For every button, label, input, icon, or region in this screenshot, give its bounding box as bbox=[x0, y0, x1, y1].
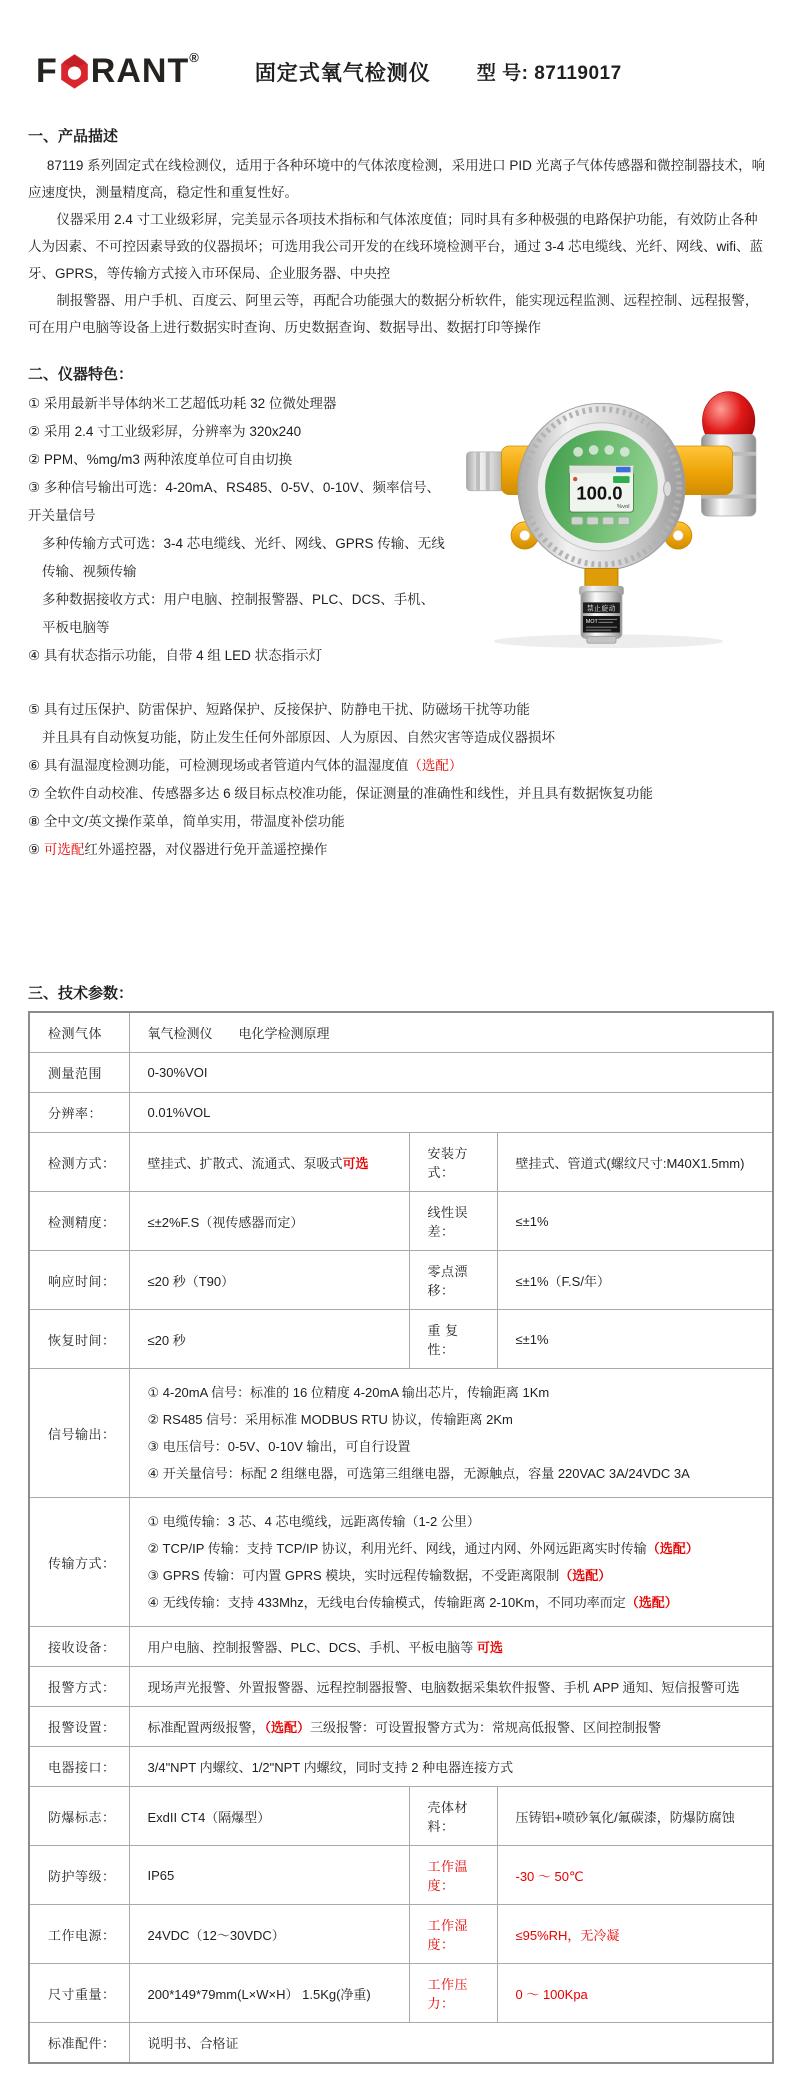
cell-value bbox=[129, 1498, 773, 1627]
gas-detector-product-photo bbox=[460, 380, 772, 650]
value-text: 壁挂式、扩散式、流通式、泵吸式 bbox=[147, 1155, 343, 1171]
value-text: 现场声光报警、外置报警器、远程控制器报警、电脑数据采集软件报警、手机 APP 通知、短信报警可选 bbox=[147, 1680, 740, 1695]
cell-label: 报警方式： bbox=[29, 1667, 129, 1707]
value-text: ≤95%RH，无冷凝 bbox=[515, 1927, 620, 1943]
section-specs bbox=[28, 982, 772, 2064]
table-row-size-weight bbox=[29, 1964, 773, 2023]
value-text: 壁挂式、管道式(螺纹尺寸:M40X1.5mm) bbox=[515, 1155, 745, 1171]
value-text: ② TCP/IP 传输：支持 TCP/IP 协议，利用光纤、网线，通过内网、外网远距离实时传输 bbox=[147, 1541, 647, 1556]
optional-tag: （选配） bbox=[559, 1568, 612, 1583]
cell-label: 线性误差： bbox=[409, 1192, 497, 1251]
cell-value bbox=[497, 1787, 773, 1846]
feature-item bbox=[28, 724, 772, 752]
feature-item bbox=[28, 836, 772, 864]
value-text: ④ 无线传输：支持 433Mhz，无线电台传输模式，传输距离 2-10Km，不同功率而定 bbox=[147, 1595, 626, 1610]
cell-label: 响应时间： bbox=[29, 1251, 129, 1310]
value-text: 200*149*79mm(L×W×H） 1.5Kg(净重) bbox=[147, 1986, 371, 2002]
cell-value bbox=[129, 1627, 773, 1667]
feature-text: 多种数据接收方式：用户电脑、控制报警器、PLC、DCS、手机、平板电脑等 bbox=[42, 592, 435, 635]
cell-value bbox=[129, 2023, 773, 2064]
table-row-recovery-time bbox=[29, 1310, 773, 1369]
sensor-tag-label: MOT bbox=[585, 618, 598, 625]
value-text: 24VDC（12～30VDC） bbox=[147, 1927, 285, 1943]
value-text: 0-30%VOI bbox=[147, 1065, 208, 1080]
value-text: ≤±1%（F.S/年） bbox=[515, 1273, 610, 1289]
value-text: ≤±1% bbox=[515, 1331, 549, 1347]
value-text: ≤±1% bbox=[515, 1213, 549, 1229]
table-row-signal-output bbox=[29, 1369, 773, 1498]
sensor-joint bbox=[585, 568, 618, 587]
cell-value bbox=[129, 1251, 409, 1310]
table-row-gas bbox=[29, 1012, 773, 1053]
spec-table bbox=[28, 1011, 774, 2064]
section-features bbox=[28, 363, 772, 864]
optional-tag: 可选 bbox=[342, 1155, 369, 1171]
table-row-response-time bbox=[29, 1251, 773, 1310]
model-value: 87119017 bbox=[534, 63, 622, 84]
value-text: ③ 电压信号：0-5V、0-10V 输出，可自行设置 bbox=[147, 1439, 411, 1454]
feature-text: 红外遥控器，对仪器进行免开盖遥控操作 bbox=[84, 842, 328, 857]
cell-label: 壳体材料： bbox=[409, 1787, 497, 1846]
value-text: 0 ～ 100Kpa bbox=[515, 1986, 588, 2002]
cell-label: 分辨率： bbox=[29, 1093, 129, 1133]
cell-label: 报警设置： bbox=[29, 1707, 129, 1747]
brand-text-right: RANT bbox=[90, 52, 190, 90]
cell-label: 重 复 性： bbox=[409, 1310, 497, 1369]
table-row-protection-grade bbox=[29, 1846, 773, 1905]
sensor-band-label: 禁止旋动 bbox=[586, 605, 616, 613]
feature-item bbox=[28, 808, 772, 836]
value-text: ExdII CT4（隔爆型） bbox=[147, 1809, 271, 1825]
table-row-resolution bbox=[29, 1093, 773, 1133]
cell-label: 测量范围 bbox=[29, 1053, 129, 1093]
feature-text: ⑤ 具有过压保护、防雷保护、短路保护、反接保护、防静电干扰、防磁场干扰等功能 bbox=[28, 702, 530, 717]
brand-logo bbox=[36, 52, 199, 91]
cell-label: 工作温度： bbox=[409, 1846, 497, 1905]
cell-label: 安装方式： bbox=[409, 1133, 497, 1192]
feature-text: ⑦ 全软件自动校准、传感器多达 6 级目标点校准功能，保证测量的准确性和线性，并且具有数据恢复功能 bbox=[28, 786, 653, 801]
value-text: ④ 开关量信号：标配 2 组继电器，可选第三组继电器，无源触点，容量 220VAC 3A/24VDC 3A bbox=[147, 1466, 690, 1481]
cell-label: 电器接口： bbox=[29, 1747, 129, 1787]
feature-text: ③ 多种信号输出可选：4-20mA、RS485、0-5V、0-10V、频率信号、开关量信号 bbox=[28, 480, 440, 523]
optional-tag: （选配） bbox=[646, 1541, 699, 1556]
value-text: 0.01%VOL bbox=[147, 1105, 211, 1120]
feature-item bbox=[28, 752, 772, 780]
cell-label: 尺寸重量： bbox=[29, 1964, 129, 2023]
screen-unit: %vol bbox=[616, 504, 630, 511]
table-row-transmission bbox=[29, 1498, 773, 1627]
features-list bbox=[28, 390, 772, 864]
table-row-range bbox=[29, 1053, 773, 1093]
table-row-alarm-setting bbox=[29, 1707, 773, 1747]
brand-hexagon-icon bbox=[59, 54, 90, 90]
cell-label: 检测方式： bbox=[29, 1133, 129, 1192]
value-text: -30 ～ 50℃ bbox=[515, 1868, 584, 1884]
value-line bbox=[148, 1433, 763, 1460]
section-heading-features: 二、仪器特色： bbox=[28, 366, 134, 383]
cell-label: 工作压力： bbox=[409, 1964, 497, 2023]
model-label: 型 号: bbox=[476, 63, 529, 84]
value-text: 三级报警：可设置报警方式为：常规高低报警、区间控制报警 bbox=[310, 1720, 662, 1735]
cell-label: 标准配件： bbox=[29, 2023, 129, 2064]
page-title: 固定式氧气检测仪 bbox=[254, 61, 431, 85]
value-text: IP65 bbox=[147, 1867, 175, 1883]
feature-text: ⑨ bbox=[28, 842, 44, 857]
value-text: ① 4-20mA 信号：标准的 16 位精度 4-20mA 输出芯片，传输距离 1Km bbox=[147, 1385, 550, 1400]
optional-tag: 可选 bbox=[476, 1640, 503, 1655]
cell-value bbox=[497, 1905, 773, 1964]
value-text: ③ GPRS 传输：可内置 GPRS 模块，实时远程传输数据，不受距离限制 bbox=[147, 1568, 560, 1583]
cell-value bbox=[497, 1846, 773, 1905]
cell-value bbox=[497, 1251, 773, 1310]
cell-value bbox=[129, 1310, 409, 1369]
table-row-standard-accessories bbox=[29, 2023, 773, 2064]
cell-value bbox=[497, 1964, 773, 2023]
feature-item bbox=[28, 780, 772, 808]
feature-text: ④ 具有状态指示功能，自带 4 组 LED 状态指示灯 bbox=[28, 648, 323, 663]
optional-tag: （选配） bbox=[625, 1595, 678, 1610]
value-text: 标准配置两级报警， bbox=[147, 1720, 265, 1735]
section-heading-specs: 三、技术参数： bbox=[28, 985, 134, 1002]
feature-text: 并且具有自动恢复功能，防止发生任何外部原因、人为原因、自然灾害等造成仪器损坏 bbox=[42, 730, 555, 745]
feature-text: ② 采用 2.4 寸工业级彩屏，分辨率为 320x240 bbox=[28, 424, 302, 439]
optional-tag: （选配） bbox=[264, 1720, 311, 1735]
screen-reading: 100.0 bbox=[576, 482, 623, 504]
table-row-alarm-mode bbox=[29, 1667, 773, 1707]
value-line bbox=[148, 1406, 763, 1433]
value-text: 3/4"NPT 内螺纹、1/2"NPT 内螺纹，同时支持 2 种电器连接方式 bbox=[147, 1760, 514, 1775]
value-line bbox=[148, 1589, 763, 1616]
cell-label: 接收设备： bbox=[29, 1627, 129, 1667]
table-row-detection-mode bbox=[29, 1133, 773, 1192]
table-row-power-supply bbox=[29, 1905, 773, 1964]
value-text: ① 电缆传输：3 芯、4 芯电缆线，远距离传输（1-2 公里） bbox=[147, 1514, 480, 1529]
feature-optional-tag: （选配） bbox=[408, 758, 463, 773]
cell-value bbox=[129, 1667, 773, 1707]
registered-mark: ® bbox=[189, 50, 199, 65]
feature-item bbox=[28, 696, 772, 724]
feature-text: ② PPM、%mg/m3 两种浓度单位可自由切换 bbox=[28, 452, 293, 467]
cell-label: 检测气体 bbox=[29, 1012, 129, 1053]
cell-label: 工作湿度： bbox=[409, 1905, 497, 1964]
cell-value bbox=[129, 1093, 773, 1133]
cell-value bbox=[129, 1369, 773, 1498]
cell-label: 检测精度： bbox=[29, 1192, 129, 1251]
cell-value bbox=[129, 1012, 773, 1053]
cell-value bbox=[497, 1192, 773, 1251]
cell-label: 工作电源： bbox=[29, 1905, 129, 1964]
description-paragraph-3: 制报警器、用户手机、百度云、阿里云等，再配合功能强大的数据分析软件，能实现远程监测、远程控制、远程报警，可在用户电脑等设备上进行数据实时查询、历史数据查询、数据导出、数据打印等操作 bbox=[28, 293, 759, 335]
cell-value bbox=[129, 1964, 409, 2023]
value-line bbox=[148, 1508, 763, 1535]
cell-label: 防护等级： bbox=[29, 1846, 129, 1905]
description-paragraph-1: 87119 系列固定式在线检测仪，适用于各种环境中的气体浓度检测，采用进口 PID 光离子气体传感器和微控制器技术，响应速度快，测量精度高，稳定性和重复性好。 bbox=[28, 158, 766, 200]
table-row-accuracy bbox=[29, 1192, 773, 1251]
cell-value bbox=[129, 1192, 409, 1251]
value-text: ② RS485 信号：采用标准 MODBUS RTU 协议，传输距离 2Km bbox=[147, 1412, 513, 1427]
cell-label: 传输方式： bbox=[29, 1498, 129, 1627]
value-text: ≤±2%F.S（视传感器而定） bbox=[147, 1214, 304, 1230]
cell-value bbox=[129, 1787, 409, 1846]
cell-value bbox=[129, 1747, 773, 1787]
cell-label: 恢复时间： bbox=[29, 1310, 129, 1369]
value-line bbox=[148, 1379, 763, 1406]
cell-value bbox=[129, 1053, 773, 1093]
cell-value bbox=[129, 1846, 409, 1905]
value-text: 用户电脑、控制报警器、PLC、DCS、手机、平板电脑等 bbox=[147, 1640, 477, 1655]
feature-text: 多种传输方式可选：3-4 芯电缆线、光纤、网线、GPRS 传输、无线传输、视频传输 bbox=[42, 536, 445, 579]
value-text: 氧气检测仪 电化学检测原理 bbox=[147, 1026, 330, 1041]
feature-text: ① 采用最新半导体纳米工艺超低功耗 32 位微处理器 bbox=[28, 396, 337, 411]
feature-optional-tag: 可选配 bbox=[43, 842, 85, 857]
value-line bbox=[148, 1460, 763, 1487]
brand-text-left: F bbox=[36, 52, 58, 90]
cell-value bbox=[129, 1133, 409, 1192]
cell-value bbox=[497, 1310, 773, 1369]
document-header bbox=[28, 52, 772, 91]
value-text: ≤20 秒（T90） bbox=[147, 1273, 235, 1289]
value-text: 压铸铝+喷砂氧化/氟碳漆，防爆防腐蚀 bbox=[515, 1809, 735, 1825]
cell-value bbox=[129, 1905, 409, 1964]
feature-text: ⑧ 全中文/英文操作菜单，简单实用，带温度补偿功能 bbox=[28, 814, 345, 829]
value-text: 说明书、合格证 bbox=[147, 2036, 239, 2051]
cell-label: 零点漂移： bbox=[409, 1251, 497, 1310]
model-number bbox=[477, 58, 622, 85]
value-line bbox=[148, 1535, 763, 1562]
value-text: ≤20 秒 bbox=[147, 1332, 186, 1348]
section-product-description bbox=[28, 125, 772, 341]
cell-value bbox=[129, 1707, 773, 1747]
feature-text: ⑥ 具有温湿度检测功能，可检测现场或者管道内气体的温湿度值 bbox=[28, 758, 409, 773]
cell-value bbox=[497, 1133, 773, 1192]
cell-label: 信号输出： bbox=[29, 1369, 129, 1498]
table-row-electrical-interface bbox=[29, 1747, 773, 1787]
value-line bbox=[148, 1562, 763, 1589]
cell-label: 防爆标志： bbox=[29, 1787, 129, 1846]
description-paragraph-2: 仪器采用 2.4 寸工业级彩屏，完美显示各项技术指标和气体浓度值；同时具有多种极强的电路保护功能，有效防止各种人为因素、不可控因素导致的仪器损坏；可选用我公司开发的在线环境检测平台，通过 3-4 芯电缆线、光纤、网线、wifi、蓝牙、GPRS，等传输方式接入市环保局、企业服务器、中央控 bbox=[28, 212, 764, 281]
table-row-explosion-proof bbox=[29, 1787, 773, 1846]
table-row-receivers bbox=[29, 1627, 773, 1667]
section-heading-product-description: 一、产品描述 bbox=[28, 128, 119, 145]
